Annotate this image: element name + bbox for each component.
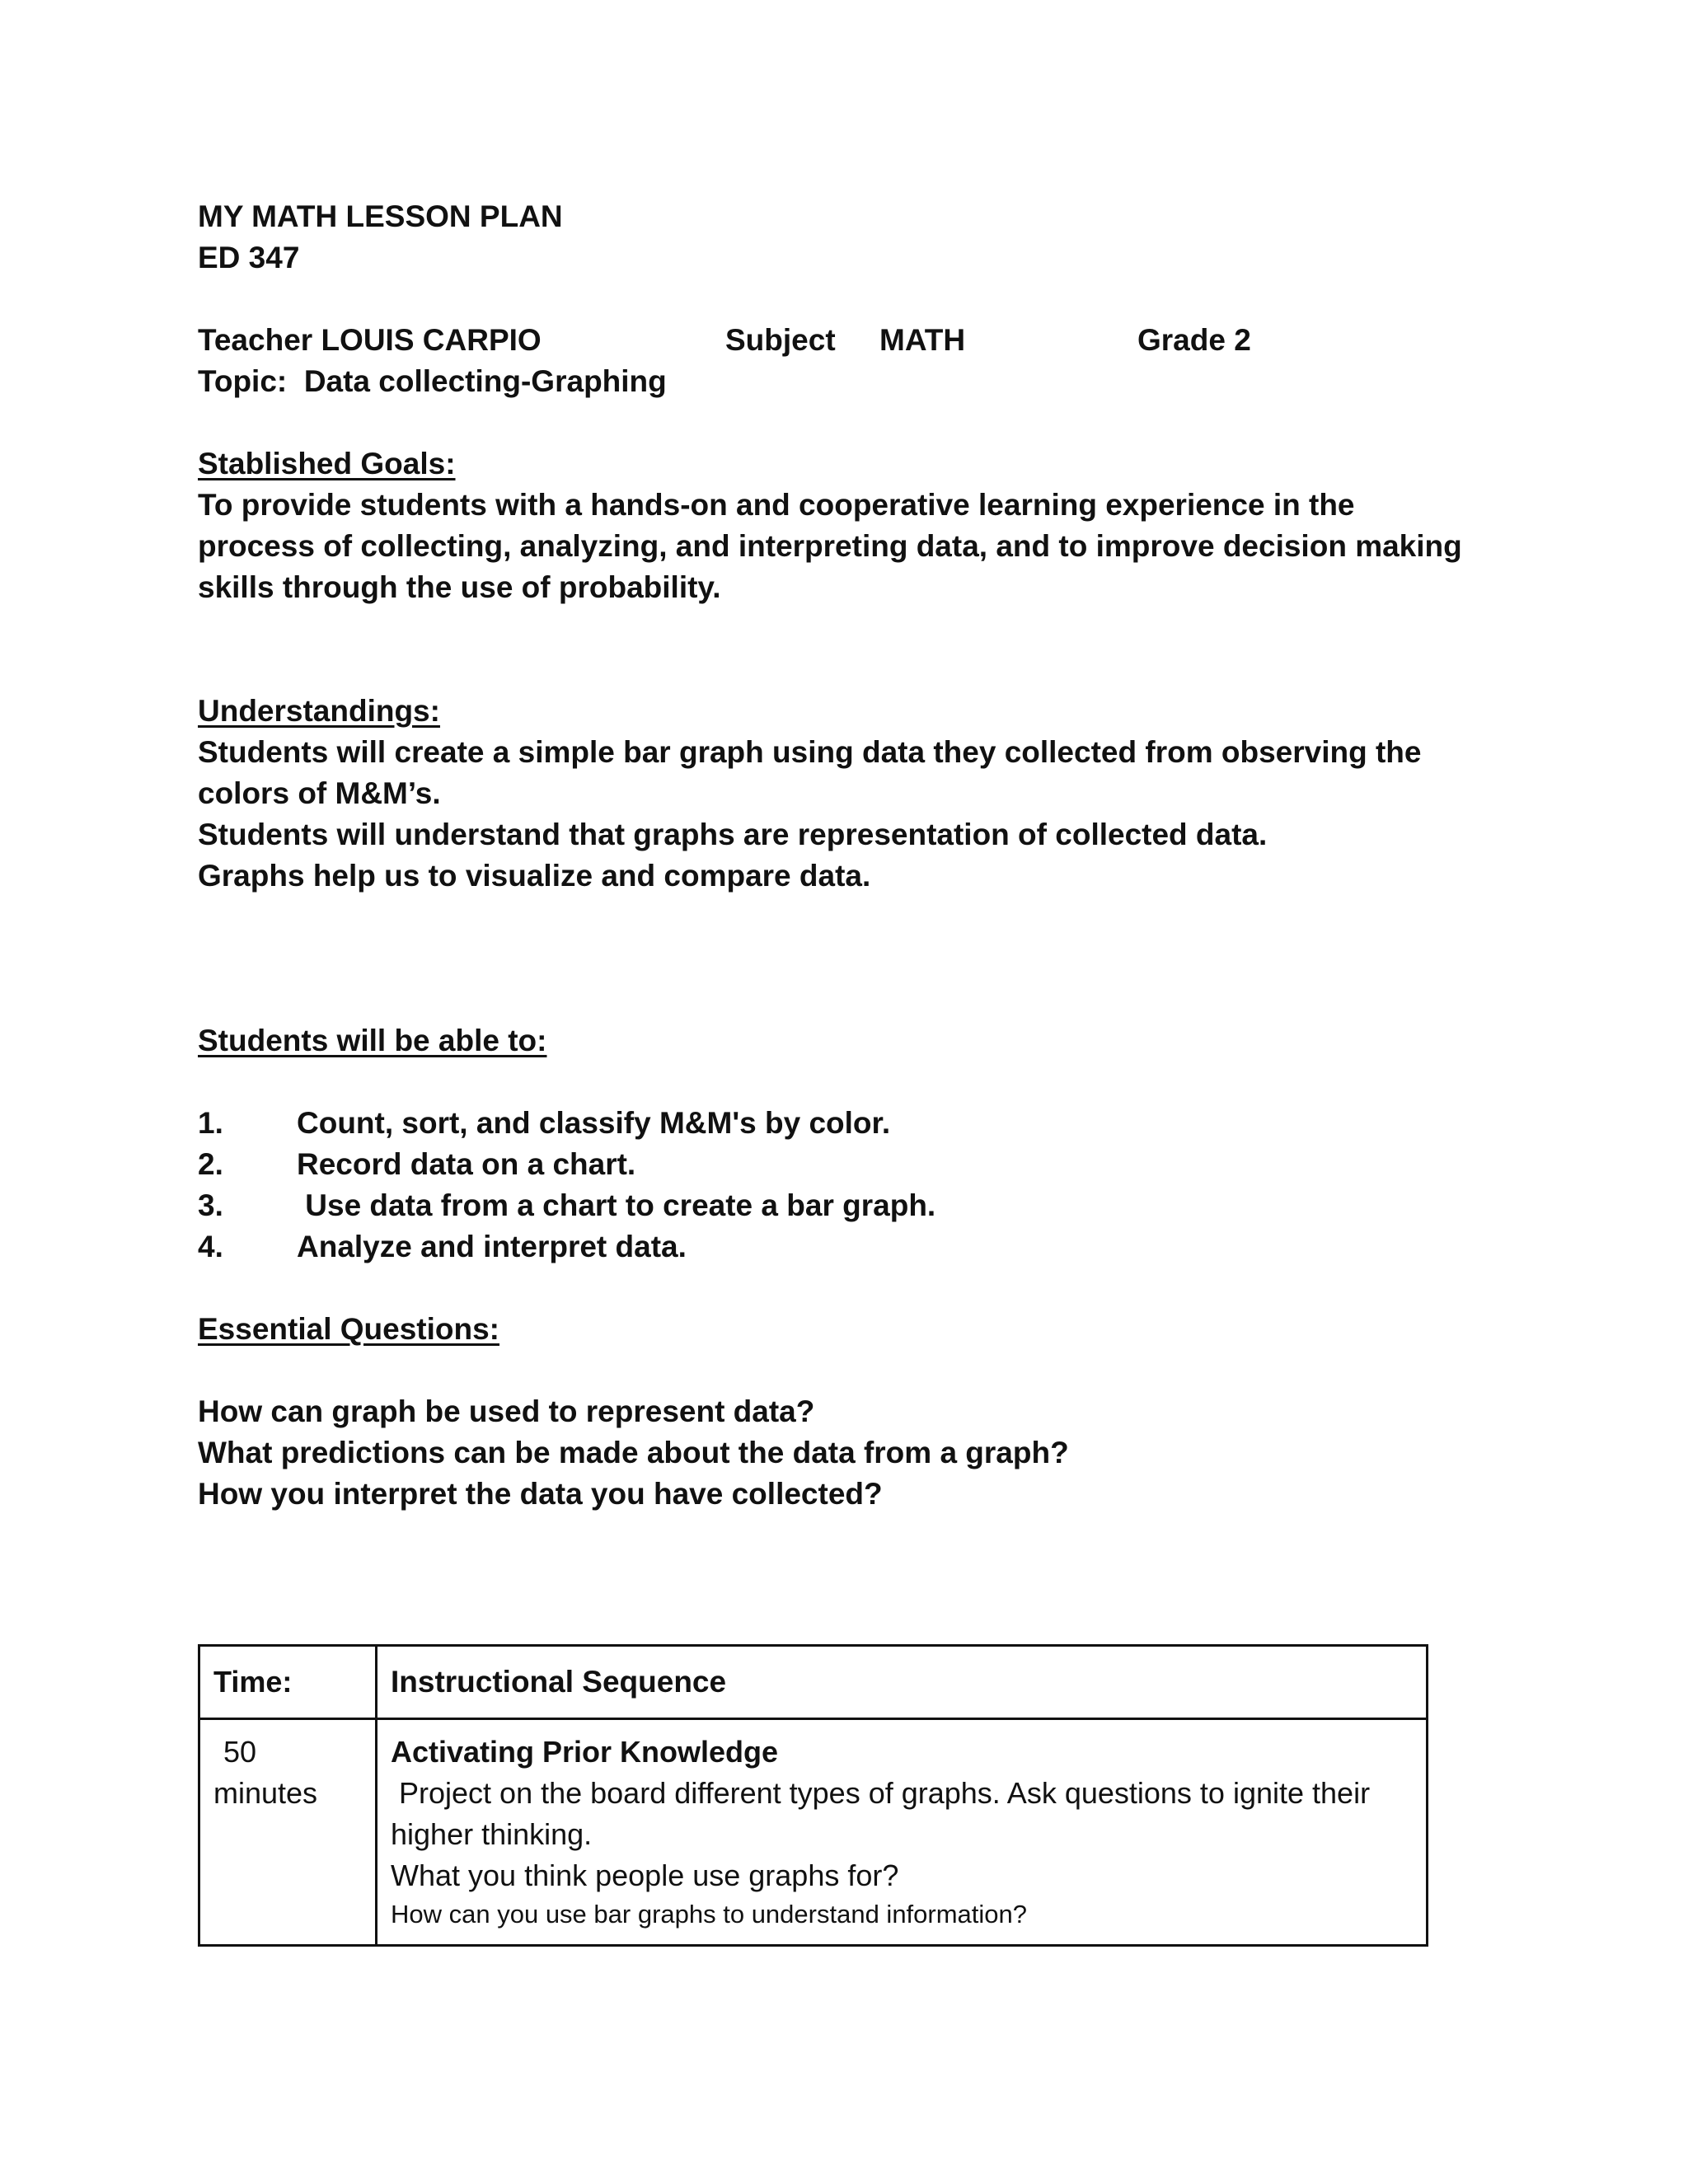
list-number: 3.: [198, 1188, 223, 1222]
understandings-line: colors of M&M’s.: [198, 776, 441, 810]
list-number: 4.: [198, 1230, 223, 1263]
course-code: ED 347: [198, 241, 300, 274]
list-number: 2.: [198, 1147, 223, 1181]
question-line: What predictions can be made about the data from a graph?: [198, 1436, 1069, 1469]
goals-line: To provide students with a hands-on and cooperative learning experience in the: [198, 488, 1355, 522]
goals-line: skills through the use of probability.: [198, 570, 721, 604]
list-item: Use data from a chart to create a bar graph.: [297, 1188, 936, 1222]
subject-value: MATH: [879, 323, 966, 357]
question-line: How you interpret the data you have collected?: [198, 1477, 883, 1511]
understandings-heading: Understandings:: [198, 694, 440, 728]
goals-heading: Stablished Goals:: [198, 447, 456, 480]
list-item: Record data on a chart.: [297, 1147, 636, 1181]
sequence-small-line: How can you use bar graphs to understand information?: [391, 1900, 1028, 1929]
able-to-heading: Students will be able to:: [198, 1024, 547, 1057]
time-value: 50: [223, 1735, 257, 1769]
understandings-line: Students will understand that graphs are representation of collected data.: [198, 818, 1268, 851]
list-item: Count, sort, and classify M&M's by color.: [297, 1106, 891, 1140]
table-row: [199, 1719, 1428, 1946]
time-unit: minutes: [213, 1776, 318, 1810]
topic-line: [198, 361, 667, 402]
sequence-header: Instructional Sequence: [377, 1646, 1428, 1719]
sequence-line: What you think people use graphs for?: [391, 1858, 899, 1892]
topic-value: Data collecting-Graphing: [303, 364, 667, 398]
sequence-line: higher thinking.: [391, 1817, 593, 1851]
sequence-cell: [377, 1719, 1428, 1946]
time-header: Time:: [199, 1646, 377, 1719]
instructional-table: [198, 1644, 1428, 1947]
time-cell: [199, 1719, 377, 1946]
document-title: MY MATH LESSON PLAN: [198, 199, 563, 233]
goals-line: process of collecting, analyzing, and interpreting data, and to improve decision making: [198, 529, 1462, 563]
list-number: 1.: [198, 1106, 223, 1140]
understandings-line: Students will create a simple bar graph using data they collected from observing the: [198, 735, 1422, 769]
sequence-heading: Activating Prior Knowledge: [391, 1735, 779, 1769]
table-header-row: [199, 1646, 1428, 1719]
questions-heading: Essential Questions:: [198, 1312, 499, 1346]
teacher-name: Teacher LOUIS CARPIO: [198, 323, 542, 357]
grade-level: Grade 2: [1137, 323, 1251, 357]
sequence-line: Project on the board different types of graphs. Ask questions to ignite their: [391, 1776, 1371, 1810]
list-item: Analyze and interpret data.: [297, 1230, 687, 1263]
subject-label: Subject: [725, 323, 836, 357]
topic-label: Topic:: [198, 364, 288, 398]
question-line: How can graph be used to represent data?: [198, 1394, 815, 1428]
understandings-line: Graphs help us to visualize and compare data.: [198, 859, 871, 893]
